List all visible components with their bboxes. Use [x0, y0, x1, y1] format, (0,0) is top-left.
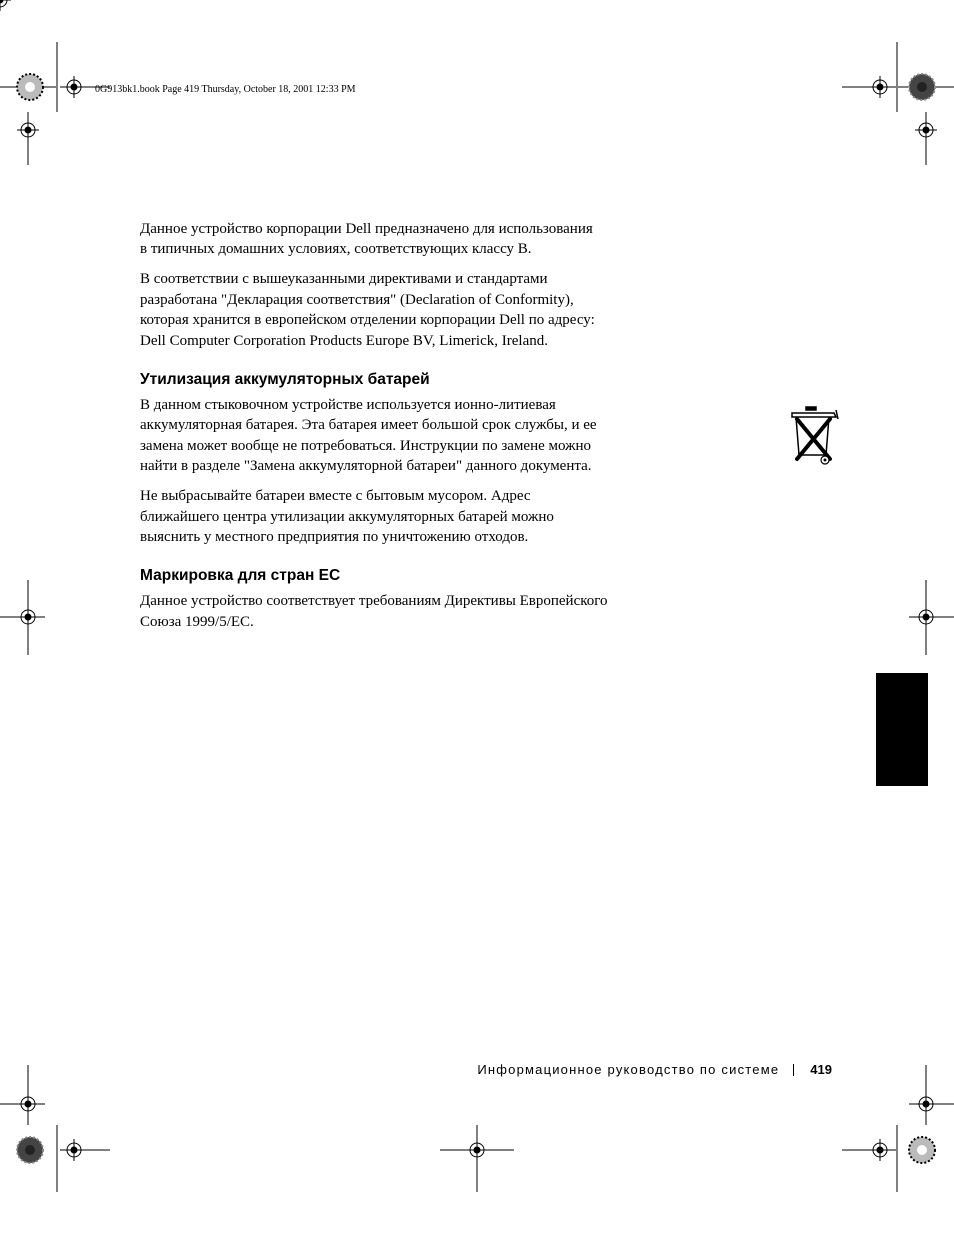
footer-title: Информационное руководство по системе — [477, 1062, 780, 1077]
paragraph-battery-info — [140, 395, 640, 477]
text-line: которая хранится в европейском отделении корпорации Dell по адресу: — [140, 312, 595, 329]
page-number: 419 — [810, 1062, 832, 1077]
heading-eu-marking: Маркировка для стран ЕС — [140, 567, 341, 585]
crossed-out-wheelie-bin-icon — [788, 405, 840, 467]
paragraph-eu-compliance — [140, 591, 640, 632]
text-line: Dell Computer Corporation Products Europe BV, Limerick, Ireland. — [140, 332, 548, 349]
text-line: выяснить у местного предприятия по уничтожению отходов. — [140, 529, 529, 546]
text-line: ближайшего центра утилизации аккумуляторных батарей можно — [140, 508, 554, 525]
text-line: Данное устройство соответствует требованиям Директивы Европейского — [140, 593, 608, 610]
main-content — [140, 219, 640, 642]
text-line: замена может вообще не потребоваться. Инструкции по замене можно — [140, 437, 592, 454]
slug-line: 0G913bk1.book Page 419 Thursday, October 18, 2001 12:33 PM — [95, 84, 356, 95]
footer-separator — [793, 1064, 794, 1076]
paragraph-declaration — [140, 269, 640, 351]
text-line: Союза 1999/5/EC. — [140, 613, 254, 630]
paragraph-intended-use — [140, 219, 640, 260]
section-tab-marker — [876, 673, 928, 786]
text-line: аккумуляторная батарея. Эта батарея имеет большой срок службы, и ее — [140, 417, 597, 434]
text-line: Данное устройство корпорации Dell предназначено для использования — [140, 221, 593, 237]
text-line: В соответствии с вышеуказанными директивами и стандартами — [140, 271, 548, 288]
text-line: разработана "Декларация соответствия" (Declaration of Conformity), — [140, 291, 574, 308]
text-line: Не выбрасывайте батареи вместе с бытовым мусором. Адрес — [140, 488, 531, 505]
page-footer — [477, 1062, 832, 1077]
paragraph-battery-disposal — [140, 486, 640, 547]
heading-battery-disposal: Утилизация аккумуляторных батарей — [140, 371, 430, 389]
text-line: найти в разделе "Замена аккумуляторной батареи" данного документа. — [140, 458, 592, 475]
text-line: в типичных домашних условиях, соответствующих классу В. — [140, 241, 532, 258]
text-line: В данном стыковочном устройстве используется ионно-литиевая — [140, 397, 556, 414]
